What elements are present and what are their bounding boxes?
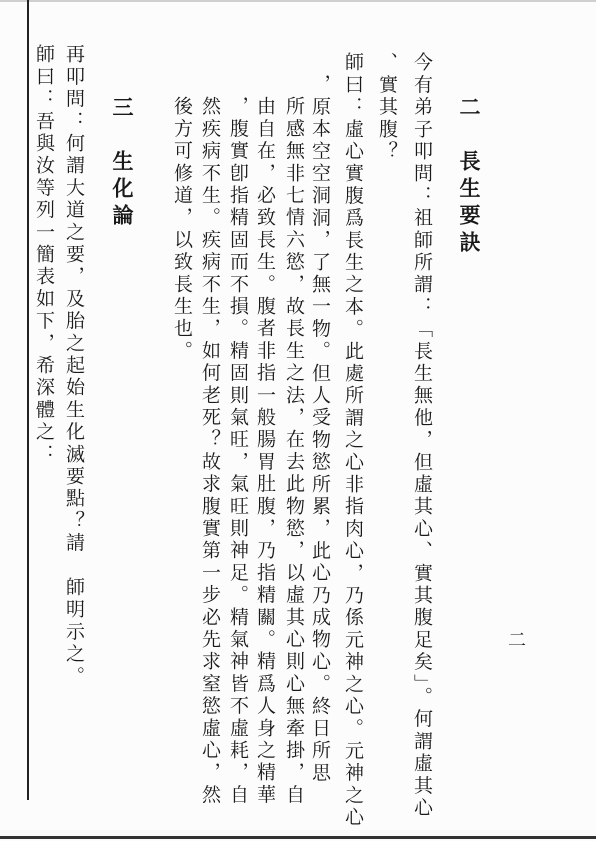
page-number: 二 (508, 630, 526, 651)
section-heading-longevity: 二 長生要訣 (457, 96, 482, 258)
scan-border-top (0, 0, 596, 2)
text-column: 然疾病不生。疾病不生，如何老死？故求腹實第一步必先求窒慾虛心，然 (199, 96, 221, 807)
text-column: 師曰：吾與汝等列一簡表如下，希深體之： (33, 44, 55, 466)
text-column: 今有弟子叩問：祖師所謂：「長生無他，但虛其心、實其腹足矣」。何謂虛其心 (411, 52, 433, 820)
text-column: ，腹實卽指精固而不損。精固則氣旺，氣旺則神足。精氣神皆不虛耗，自 (227, 96, 249, 807)
text-column: 、實其腹？ (376, 52, 398, 163)
section-heading-creation: 三 生化論 (110, 96, 135, 231)
scan-border-bottom (0, 836, 596, 839)
text-column: 師曰：虛心實腹爲長生之本。此處所謂之心非指肉心，乃係元神之心。元神之心 (342, 52, 364, 829)
text-column: 所感無非七情六慾，故長生之法，在去此物慾，以虛其心則心無牽掛，自 (283, 96, 305, 807)
text-column: 再叩問：何謂大道之要，及胎之起始生化滅要點？請 師明示之。 (63, 44, 85, 688)
text-column: 由自在，必致長生。腹者非指一般腸胃肚腹，乃指精關。精爲人身之精華 (254, 96, 276, 807)
text-column: 後方可修道，以致長生也。 (171, 96, 193, 363)
text-column: ，原本空空洞洞，了無一物。但人受物慾所累，此心乃成物心。終日所思 (309, 74, 331, 785)
scan-border-left (27, 0, 29, 800)
